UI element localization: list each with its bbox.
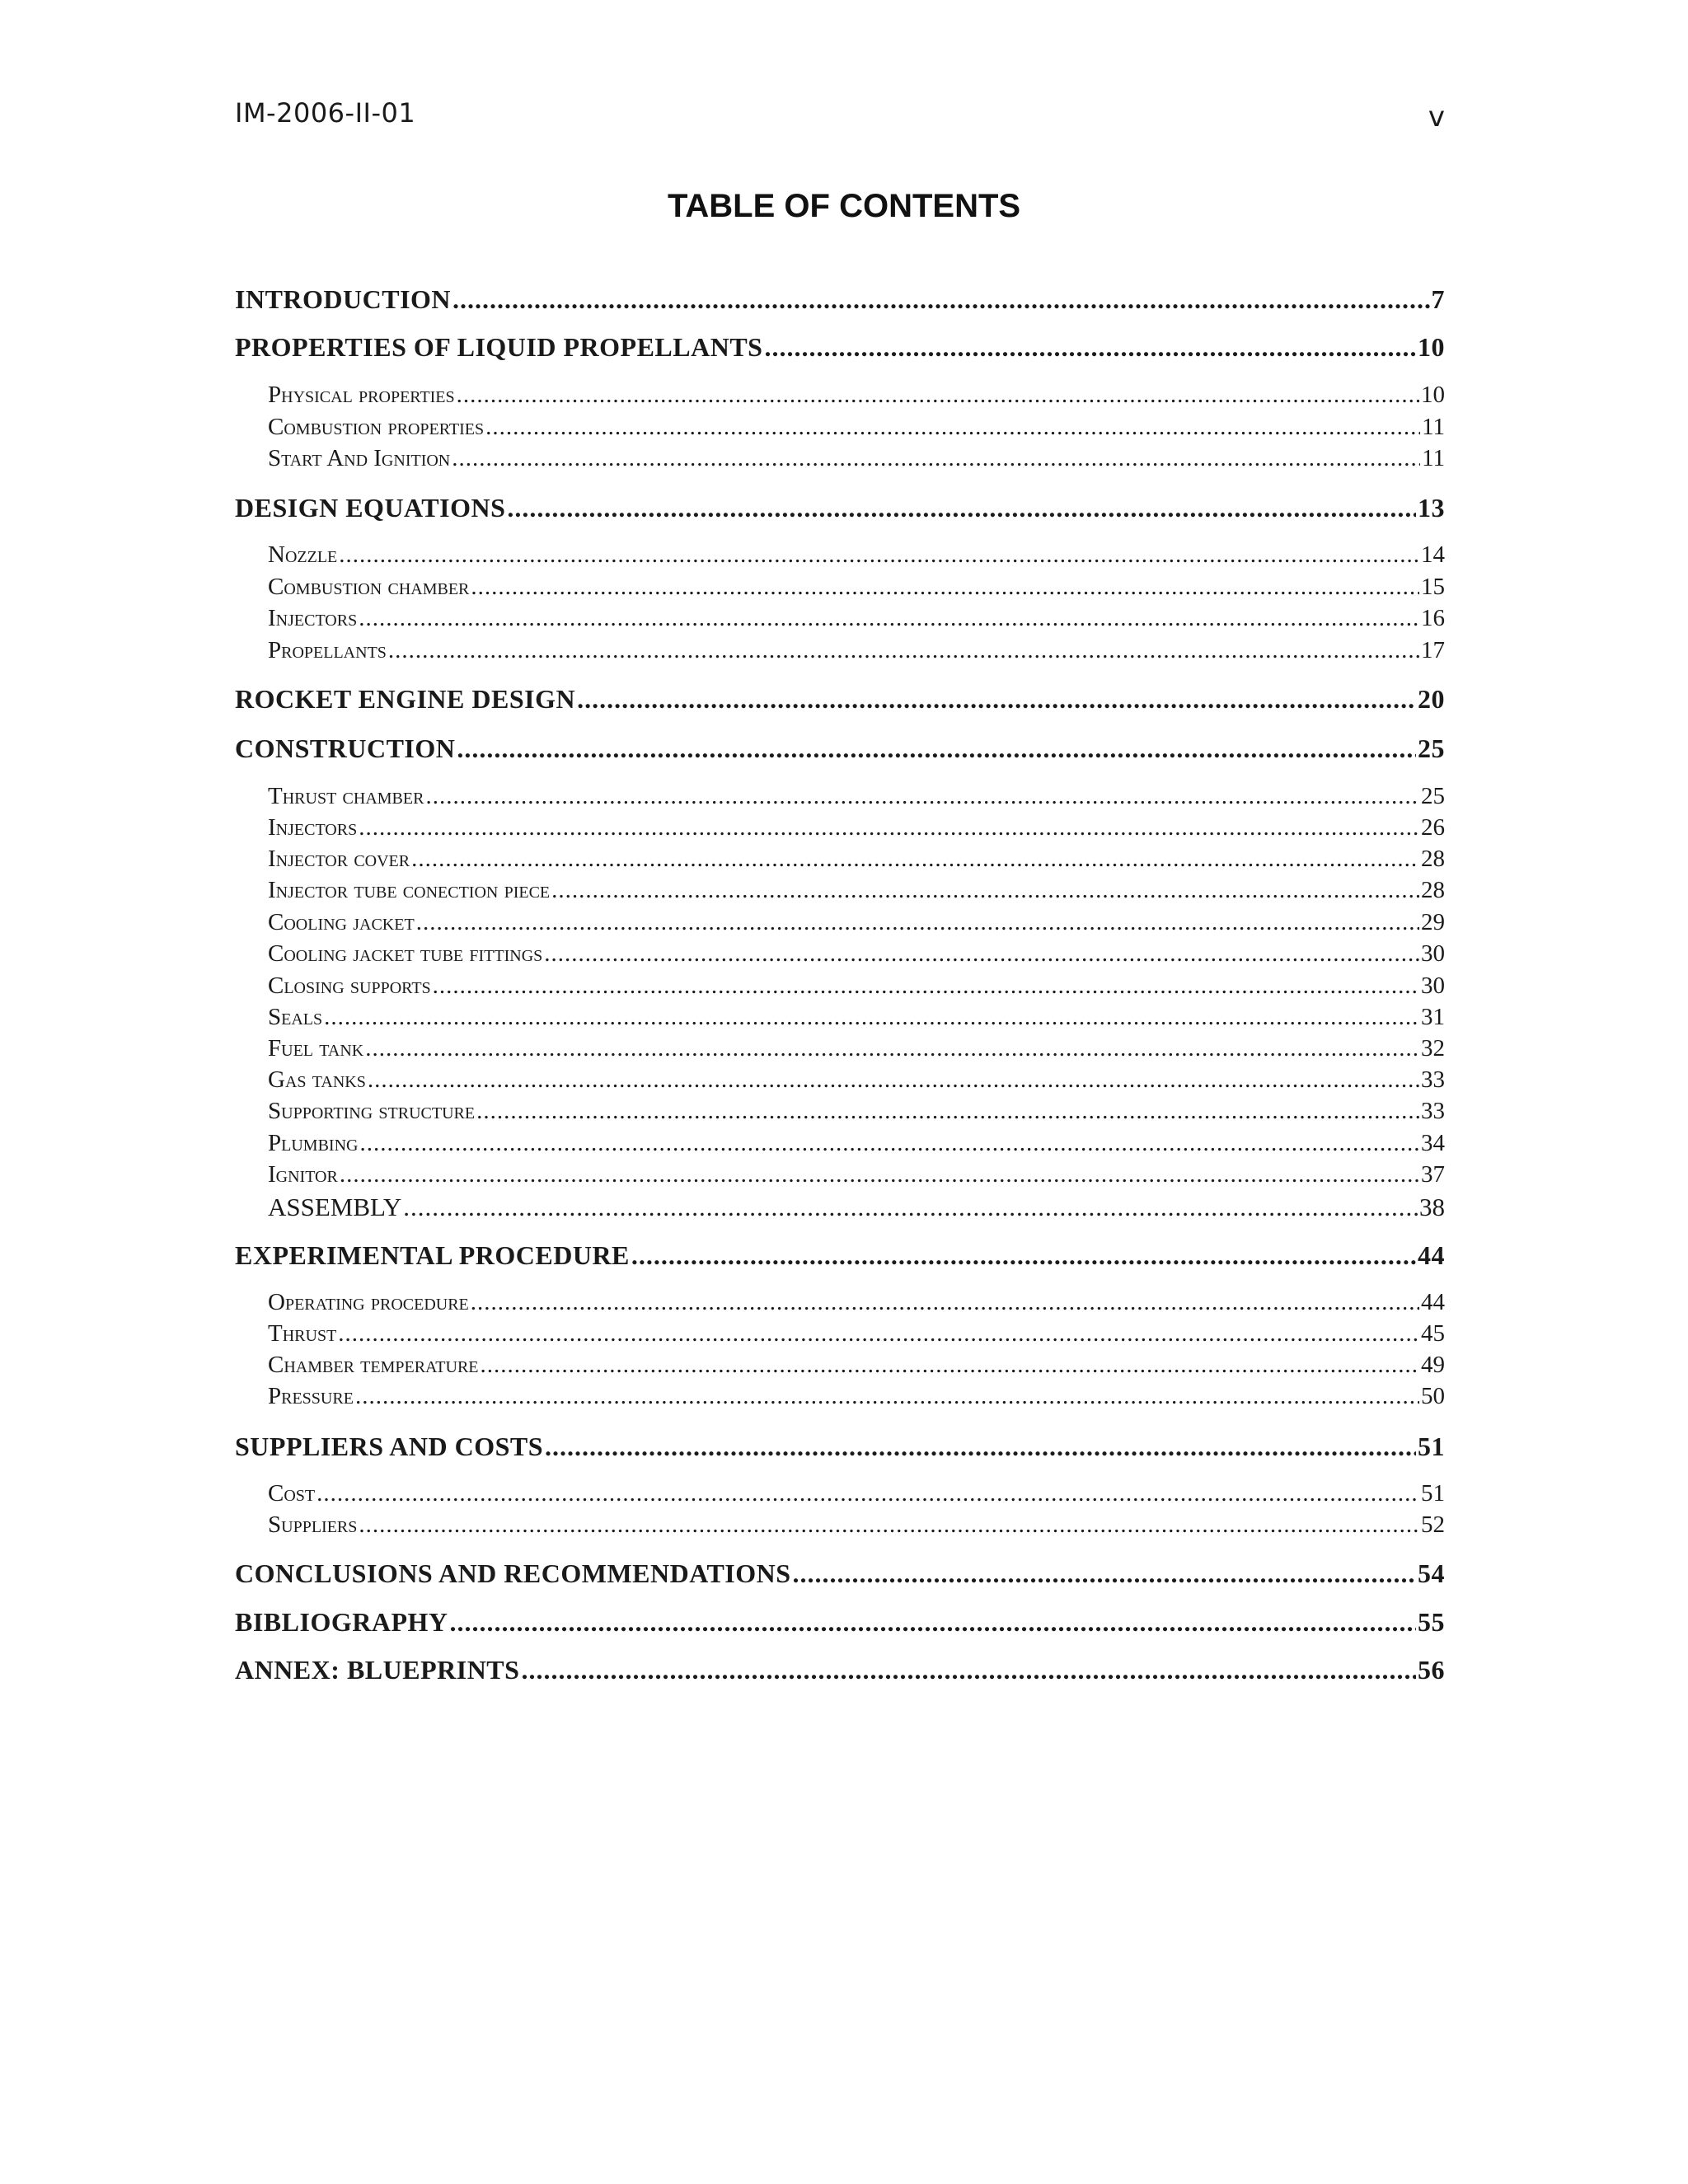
toc-entry-label: ANNEX: BLUEPRINTS xyxy=(235,1655,520,1685)
toc-entry-page: 14 xyxy=(1421,541,1445,568)
toc-entry-page: 30 xyxy=(1421,972,1445,999)
toc-entry-bibliography[interactable] xyxy=(235,1607,1445,1638)
dot-leader xyxy=(359,605,1419,632)
dot-leader xyxy=(365,1035,1419,1062)
toc-entry-label: Supporting structure xyxy=(268,1098,476,1124)
toc-entry-label: Plumbing xyxy=(268,1130,359,1156)
dot-leader xyxy=(340,1161,1419,1188)
toc-entry-combustion-chamber[interactable] xyxy=(268,574,1445,601)
toc-entry-label: CONSTRUCTION xyxy=(235,733,456,763)
toc-entry-injectors[interactable] xyxy=(268,605,1445,632)
dot-leader xyxy=(425,783,1419,810)
toc-entry-physical-properties[interactable] xyxy=(268,382,1445,409)
toc-entry-construction[interactable] xyxy=(235,733,1445,764)
toc-entry-suppliers[interactable] xyxy=(268,1511,1445,1539)
toc-entry-page: 10 xyxy=(1421,382,1445,408)
toc-entry-fuel-tank[interactable] xyxy=(268,1035,1445,1062)
toc-entry-closing-supports[interactable] xyxy=(268,972,1445,1000)
toc-entry-label: Start And Ignition xyxy=(268,445,451,471)
toc-entry-page: 56 xyxy=(1418,1655,1445,1685)
toc-entry-label: ASSEMBLY xyxy=(268,1193,402,1221)
toc-entry-thrust[interactable] xyxy=(268,1320,1445,1347)
toc-entry-operating-procedure[interactable] xyxy=(268,1289,1445,1316)
toc-entry-cooling-jacket[interactable] xyxy=(268,909,1445,936)
dot-leader xyxy=(631,1240,1416,1271)
toc-entry-label: Propellants xyxy=(268,637,387,663)
toc-entry-page: 26 xyxy=(1421,814,1445,841)
dot-leader xyxy=(338,1320,1419,1347)
toc-entry-label: PROPERTIES OF LIQUID PROPELLANTS xyxy=(235,332,763,362)
toc-entry-page: 52 xyxy=(1421,1511,1445,1538)
dot-leader xyxy=(551,877,1419,904)
toc-entry-label: Combustion chamber xyxy=(268,574,470,600)
toc-entry-page: 50 xyxy=(1421,1383,1445,1409)
dot-leader xyxy=(433,972,1419,1000)
dot-leader xyxy=(544,940,1419,968)
toc-entry-thrust-chamber[interactable] xyxy=(268,783,1445,810)
toc-entry-label: Injectors xyxy=(268,605,358,631)
toc-entry-label: Injectors xyxy=(268,814,358,841)
toc-entry-chamber-temperature[interactable] xyxy=(268,1352,1445,1379)
toc-entry-seals[interactable] xyxy=(268,1004,1445,1031)
toc-entry-label: Injector tube conection piece xyxy=(268,877,551,903)
toc-entry-injector-cover[interactable] xyxy=(268,846,1445,873)
toc-entry-page: 32 xyxy=(1421,1035,1445,1062)
toc-entry-experimental-procedure[interactable] xyxy=(235,1240,1445,1271)
toc-entry-page: 20 xyxy=(1418,684,1445,714)
toc-entry-start-and-ignition[interactable] xyxy=(268,445,1445,472)
toc-entry-page: 44 xyxy=(1418,1240,1445,1270)
toc-entry-label: Cooling jacket xyxy=(268,909,415,935)
toc-entry-page: 51 xyxy=(1418,1432,1445,1461)
dot-leader xyxy=(355,1383,1419,1410)
dot-leader xyxy=(416,909,1419,936)
dot-leader xyxy=(481,1352,1420,1379)
dot-leader xyxy=(457,733,1416,764)
toc-entry-label: Closing supports xyxy=(268,972,431,999)
dot-leader xyxy=(359,814,1419,841)
toc-entry-pressure[interactable] xyxy=(268,1383,1445,1410)
toc-entry-rocket-engine-design[interactable] xyxy=(235,684,1445,715)
toc-entry-page: 25 xyxy=(1421,783,1445,809)
toc-entry-label: Pressure xyxy=(268,1383,354,1409)
toc-entry-page: 55 xyxy=(1418,1607,1445,1637)
dot-leader xyxy=(471,574,1419,601)
toc-entry-propellants[interactable] xyxy=(268,637,1445,664)
toc-entry-cooling-jacket-tube-fittings[interactable] xyxy=(268,940,1445,968)
toc-entry-page: 30 xyxy=(1421,940,1445,967)
toc-entry-annex-blueprints[interactable] xyxy=(235,1655,1445,1685)
toc-entry-label: Fuel tank xyxy=(268,1035,364,1062)
toc-entry-label: Nozzle xyxy=(268,541,338,568)
toc-entry-page: 7 xyxy=(1431,284,1445,314)
dot-leader xyxy=(449,1607,1416,1638)
toc-entry-page: 29 xyxy=(1421,909,1445,935)
page-header xyxy=(235,97,1445,138)
dot-leader xyxy=(368,1066,1419,1094)
toc-entry-page: 54 xyxy=(1418,1558,1445,1588)
toc-entry-label: Thrust xyxy=(268,1320,337,1347)
toc-entry-plumbing[interactable] xyxy=(268,1130,1445,1157)
toc-entry-label: Chamber temperature xyxy=(268,1352,479,1378)
toc-entry-page: 28 xyxy=(1421,846,1445,872)
toc-entry-page: 33 xyxy=(1421,1098,1445,1124)
toc-entry-label: Gas tanks xyxy=(268,1066,366,1093)
dot-leader xyxy=(485,414,1420,441)
toc-entry-label: Ignitor xyxy=(268,1161,338,1188)
toc-entry-label: EXPERIMENTAL PROCEDURE xyxy=(235,1240,630,1270)
toc-entry-label: Injector cover xyxy=(268,846,410,872)
toc-entry-label: Cooling jacket tube fittings xyxy=(268,940,543,967)
toc-entry-label: Operating procedure xyxy=(268,1289,469,1315)
toc-entry-page: 13 xyxy=(1418,493,1445,523)
toc-entry-injectors[interactable] xyxy=(268,814,1445,841)
dot-leader xyxy=(793,1558,1416,1589)
dot-leader xyxy=(471,1289,1419,1316)
toc-entry-page: 49 xyxy=(1421,1352,1445,1378)
toc-entry-ignitor[interactable] xyxy=(268,1161,1445,1188)
dot-leader xyxy=(452,284,1429,315)
toc-entry-page: 51 xyxy=(1421,1480,1445,1507)
toc-entry-supporting-structure[interactable] xyxy=(268,1098,1445,1125)
toc-entry-gas-tanks[interactable] xyxy=(268,1066,1445,1094)
dot-leader xyxy=(359,1130,1419,1157)
document-id: IM-2006-II-01 xyxy=(235,97,416,129)
toc-entry-page: 37 xyxy=(1421,1161,1445,1188)
toc-entry-nozzle[interactable] xyxy=(268,541,1445,569)
toc-entry-label: CONCLUSIONS AND RECOMMENDATIONS xyxy=(235,1558,791,1588)
toc-entry-page: 10 xyxy=(1418,332,1445,362)
toc-entry-cost[interactable] xyxy=(268,1480,1445,1507)
toc-entry-properties-of-liquid-propellants[interactable] xyxy=(235,332,1445,363)
toc-entry-label: Seals xyxy=(268,1004,323,1030)
toc-title: TABLE OF CONTENTS xyxy=(667,188,1021,224)
dot-leader xyxy=(476,1098,1419,1125)
toc-entry-combustion-properties[interactable] xyxy=(268,414,1445,441)
toc-entry-page: 28 xyxy=(1421,877,1445,903)
toc-entry-suppliers-and-costs[interactable] xyxy=(235,1432,1445,1462)
toc-entry-assembly[interactable] xyxy=(268,1193,1445,1222)
toc-entry-page: 11 xyxy=(1422,414,1445,440)
toc-entry-label: ROCKET ENGINE DESIGN xyxy=(235,684,576,714)
toc-entry-page: 25 xyxy=(1418,733,1445,763)
dot-leader xyxy=(507,493,1416,523)
toc-entry-page: 44 xyxy=(1421,1289,1445,1315)
dot-leader xyxy=(339,541,1419,569)
dot-leader xyxy=(457,382,1419,409)
toc-entry-page: 45 xyxy=(1421,1320,1445,1347)
page-number: v xyxy=(1428,101,1445,134)
toc-entry-design-equations[interactable] xyxy=(235,493,1445,523)
toc-entry-page: 17 xyxy=(1421,637,1445,663)
toc-entry-page: 31 xyxy=(1421,1004,1445,1030)
dot-leader xyxy=(452,445,1420,472)
toc-entry-page: 11 xyxy=(1422,445,1445,471)
dot-leader xyxy=(764,332,1416,363)
dot-leader xyxy=(359,1511,1419,1539)
toc-entry-label: Combustion properties xyxy=(268,414,485,440)
toc-entry-label: Cost xyxy=(268,1480,316,1507)
dot-leader xyxy=(411,846,1419,873)
toc-entry-conclusions-and-recommendations[interactable] xyxy=(235,1558,1445,1589)
toc-entry-label: Thrust chamber xyxy=(268,783,424,809)
dot-leader xyxy=(388,637,1419,664)
dot-leader xyxy=(403,1193,1418,1222)
toc-entry-page: 34 xyxy=(1421,1130,1445,1156)
dot-leader xyxy=(577,684,1416,715)
dot-leader xyxy=(521,1655,1416,1685)
toc-entry-introduction[interactable] xyxy=(235,284,1445,315)
toc-entry-label: Suppliers xyxy=(268,1511,358,1538)
toc-entry-page: 33 xyxy=(1421,1066,1445,1093)
dot-leader xyxy=(324,1004,1419,1031)
toc-entry-page: 38 xyxy=(1419,1193,1445,1221)
dot-leader xyxy=(545,1432,1416,1462)
toc-entry-page: 16 xyxy=(1421,605,1445,631)
toc-entry-label: DESIGN EQUATIONS xyxy=(235,493,506,523)
toc-entry-label: INTRODUCTION xyxy=(235,284,452,314)
dot-leader xyxy=(316,1480,1419,1507)
toc-entry-page: 15 xyxy=(1421,574,1445,600)
toc-entry-label: BIBLIOGRAPHY xyxy=(235,1607,448,1637)
toc-entry-label: Physical properties xyxy=(268,382,455,408)
toc-entry-label: SUPPLIERS AND COSTS xyxy=(235,1432,544,1461)
toc-entry-injector-tube-conection-piece[interactable] xyxy=(268,877,1445,904)
